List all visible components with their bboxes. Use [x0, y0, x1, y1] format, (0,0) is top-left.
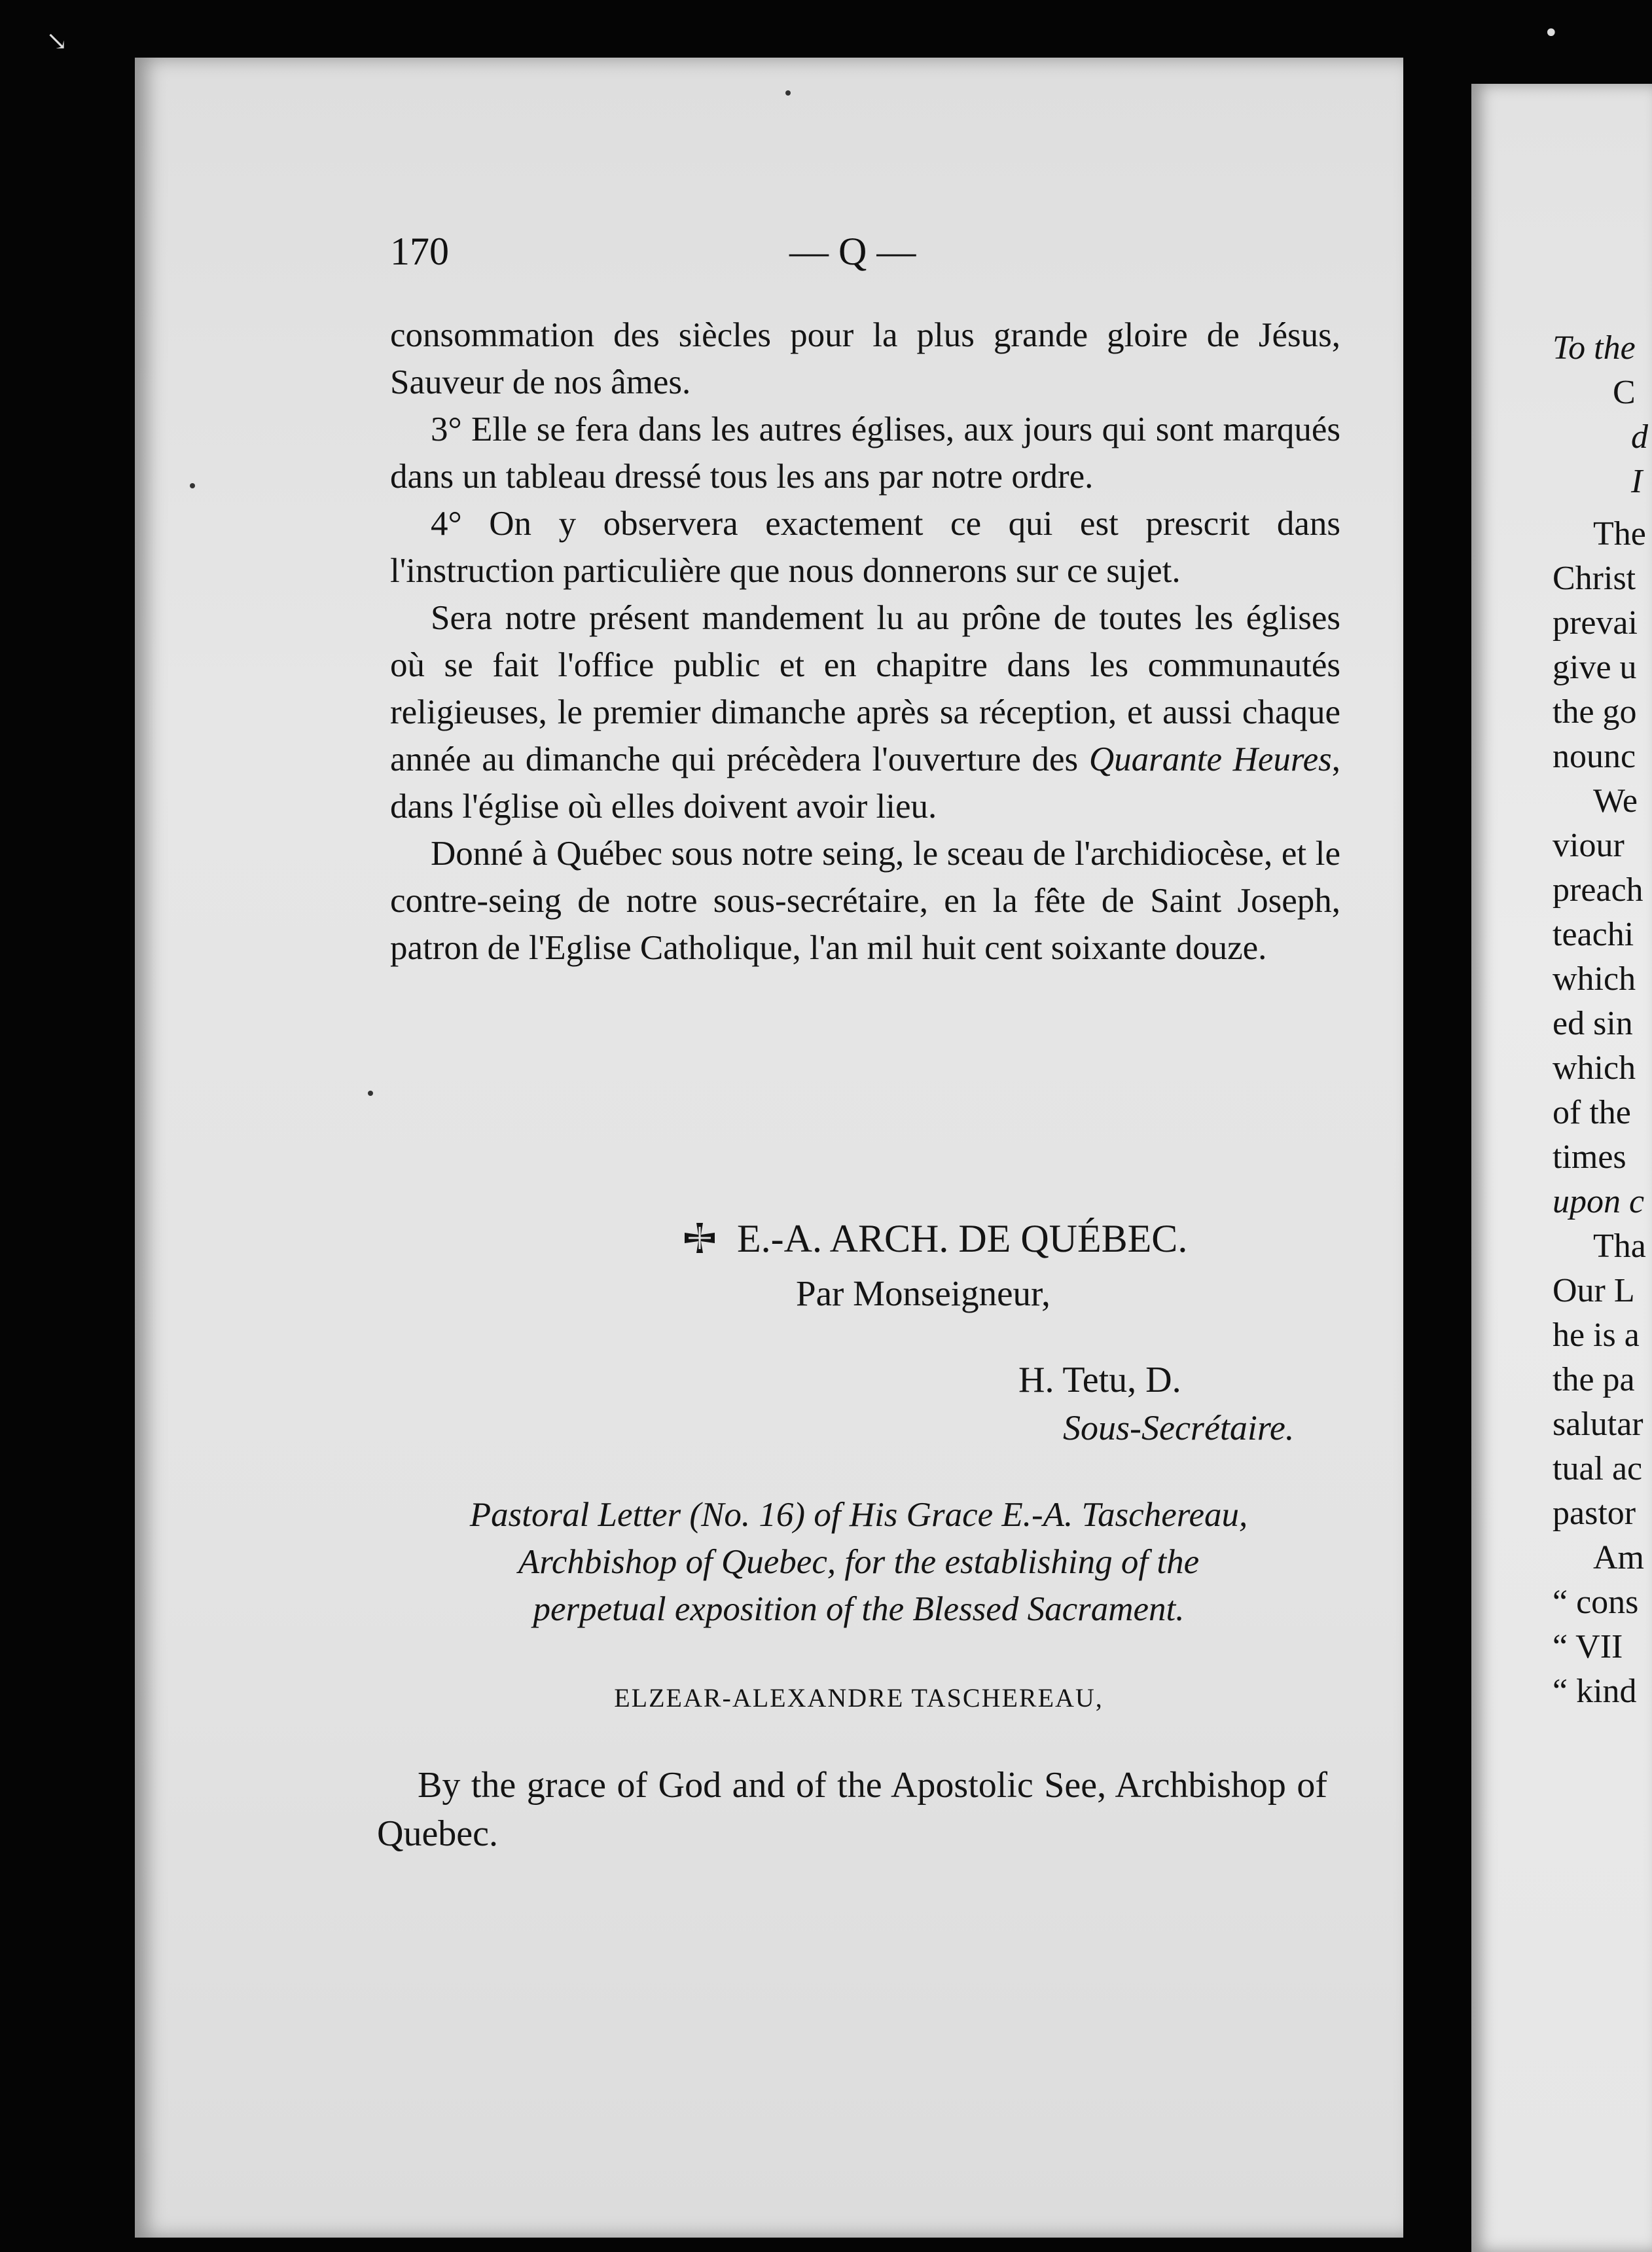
paragraph: consommation des siècles pour la plus grande gloire de Jésus, Sauveur de nos âmes. [390, 316, 1340, 401]
right-line: d [1631, 418, 1648, 456]
secretary-name: H. Tetu, D. [1018, 1360, 1181, 1400]
archbishop-signature [682, 1216, 1187, 1262]
paragraph: Donné à Québec sous notre seing, le sceau de l'archidiocèse, et le contre-seing de notre sous-secrétaire, en la fête de Saint Joseph, patron de l'Eglise Catholique, l'an mil huit cent soixante douze. [390, 835, 1340, 967]
right-line: The [1593, 515, 1646, 553]
right-line: We [1593, 782, 1638, 820]
page-number: 170 [390, 230, 449, 273]
italic-term: Quarante Heures [1088, 740, 1332, 778]
speck [785, 90, 791, 96]
pastoral-letter-title [377, 1491, 1340, 1633]
right-line: times [1553, 1138, 1626, 1176]
title-no: No. [701, 1496, 751, 1534]
right-line: prevai [1553, 604, 1638, 642]
right-line: “ kind [1553, 1673, 1637, 1710]
secretary-title: Sous-Secrétaire. [1063, 1408, 1295, 1447]
title-text: Pastoral Letter ( [469, 1496, 702, 1534]
body-text [390, 312, 1340, 972]
film-mark: • [1543, 18, 1559, 48]
title-line-2: Archbishop of Quebec, for the establishing of the [518, 1543, 1200, 1581]
right-line: viour [1553, 827, 1625, 864]
running-head: — Q — [789, 230, 916, 273]
right-line: the go [1553, 693, 1637, 731]
paragraph: 3° Elle se fera dans les autres églises, aux jours qui sont marqués dans un tableau dressé tous les ans par notre ordre. [390, 410, 1340, 496]
speck [190, 483, 195, 488]
right-page-text [1553, 326, 1652, 1714]
right-line: upon c [1553, 1183, 1645, 1220]
right-line: give u [1553, 649, 1637, 686]
right-line: Am [1593, 1539, 1644, 1576]
speck [368, 1091, 373, 1096]
right-line: of the [1553, 1094, 1631, 1131]
paragraph: By the grace of God and of the Apostolic See, Archbishop of Quebec. [377, 1765, 1327, 1854]
title-line-3: perpetual exposition of the Blessed Sacrament. [533, 1590, 1185, 1628]
grace-statement [377, 1761, 1327, 1858]
title-line-1 [377, 1491, 1340, 1538]
right-line: which [1553, 960, 1636, 998]
right-line: “ VII [1553, 1628, 1623, 1665]
right-line: tual ac [1553, 1450, 1643, 1487]
right-line: To the [1553, 329, 1636, 367]
right-line: preach [1553, 871, 1643, 909]
right-line: I [1631, 463, 1643, 500]
title-text: 16) of His Grace E.-A. Taschereau, [750, 1496, 1248, 1534]
right-line: which [1553, 1049, 1636, 1087]
right-line: C [1613, 374, 1636, 411]
right-line: “ cons [1553, 1584, 1639, 1621]
par-monseigneur: Par Monseigneur, [796, 1273, 1050, 1313]
right-line: salutar [1553, 1406, 1643, 1443]
paragraph-text: Sera notre présent mandement lu au prône de toutes les églises où se fait l'office public et en chapitre dans les communautés religieuses, le premier dimanche après sa réception, et aussi chaque année au dimanche qui précèdera l'ouverture des [390, 599, 1340, 778]
right-line: Our L [1553, 1272, 1635, 1309]
right-line: nounc [1553, 738, 1636, 775]
right-line: pastor [1553, 1495, 1636, 1532]
page-header [390, 229, 1339, 288]
right-line: the pa [1553, 1361, 1635, 1398]
paragraph-text: , dans l'église où elles doivent avoir lieu. [390, 740, 1340, 826]
right-line: ed sin [1553, 1005, 1633, 1042]
right-line: Christ [1553, 560, 1636, 597]
right-line: teachi [1553, 916, 1634, 953]
paragraph-mandement [390, 594, 1340, 830]
archbishop-name: E.-A. ARCH. DE QUÉBEC. [737, 1217, 1188, 1260]
right-line: he is a [1553, 1317, 1640, 1354]
author-name: ELZEAR-ALEXANDRE TASCHEREAU, [614, 1683, 1104, 1713]
right-page [1471, 84, 1652, 2252]
crop-mark: ↘ [46, 26, 68, 56]
paragraph: 4° On y observera exactement ce qui est prescrit dans l'instruction particulière que nous donnerons sur ce sujet. [390, 505, 1340, 590]
cross-pattee-icon [682, 1220, 717, 1256]
right-line: Tha [1593, 1227, 1646, 1265]
